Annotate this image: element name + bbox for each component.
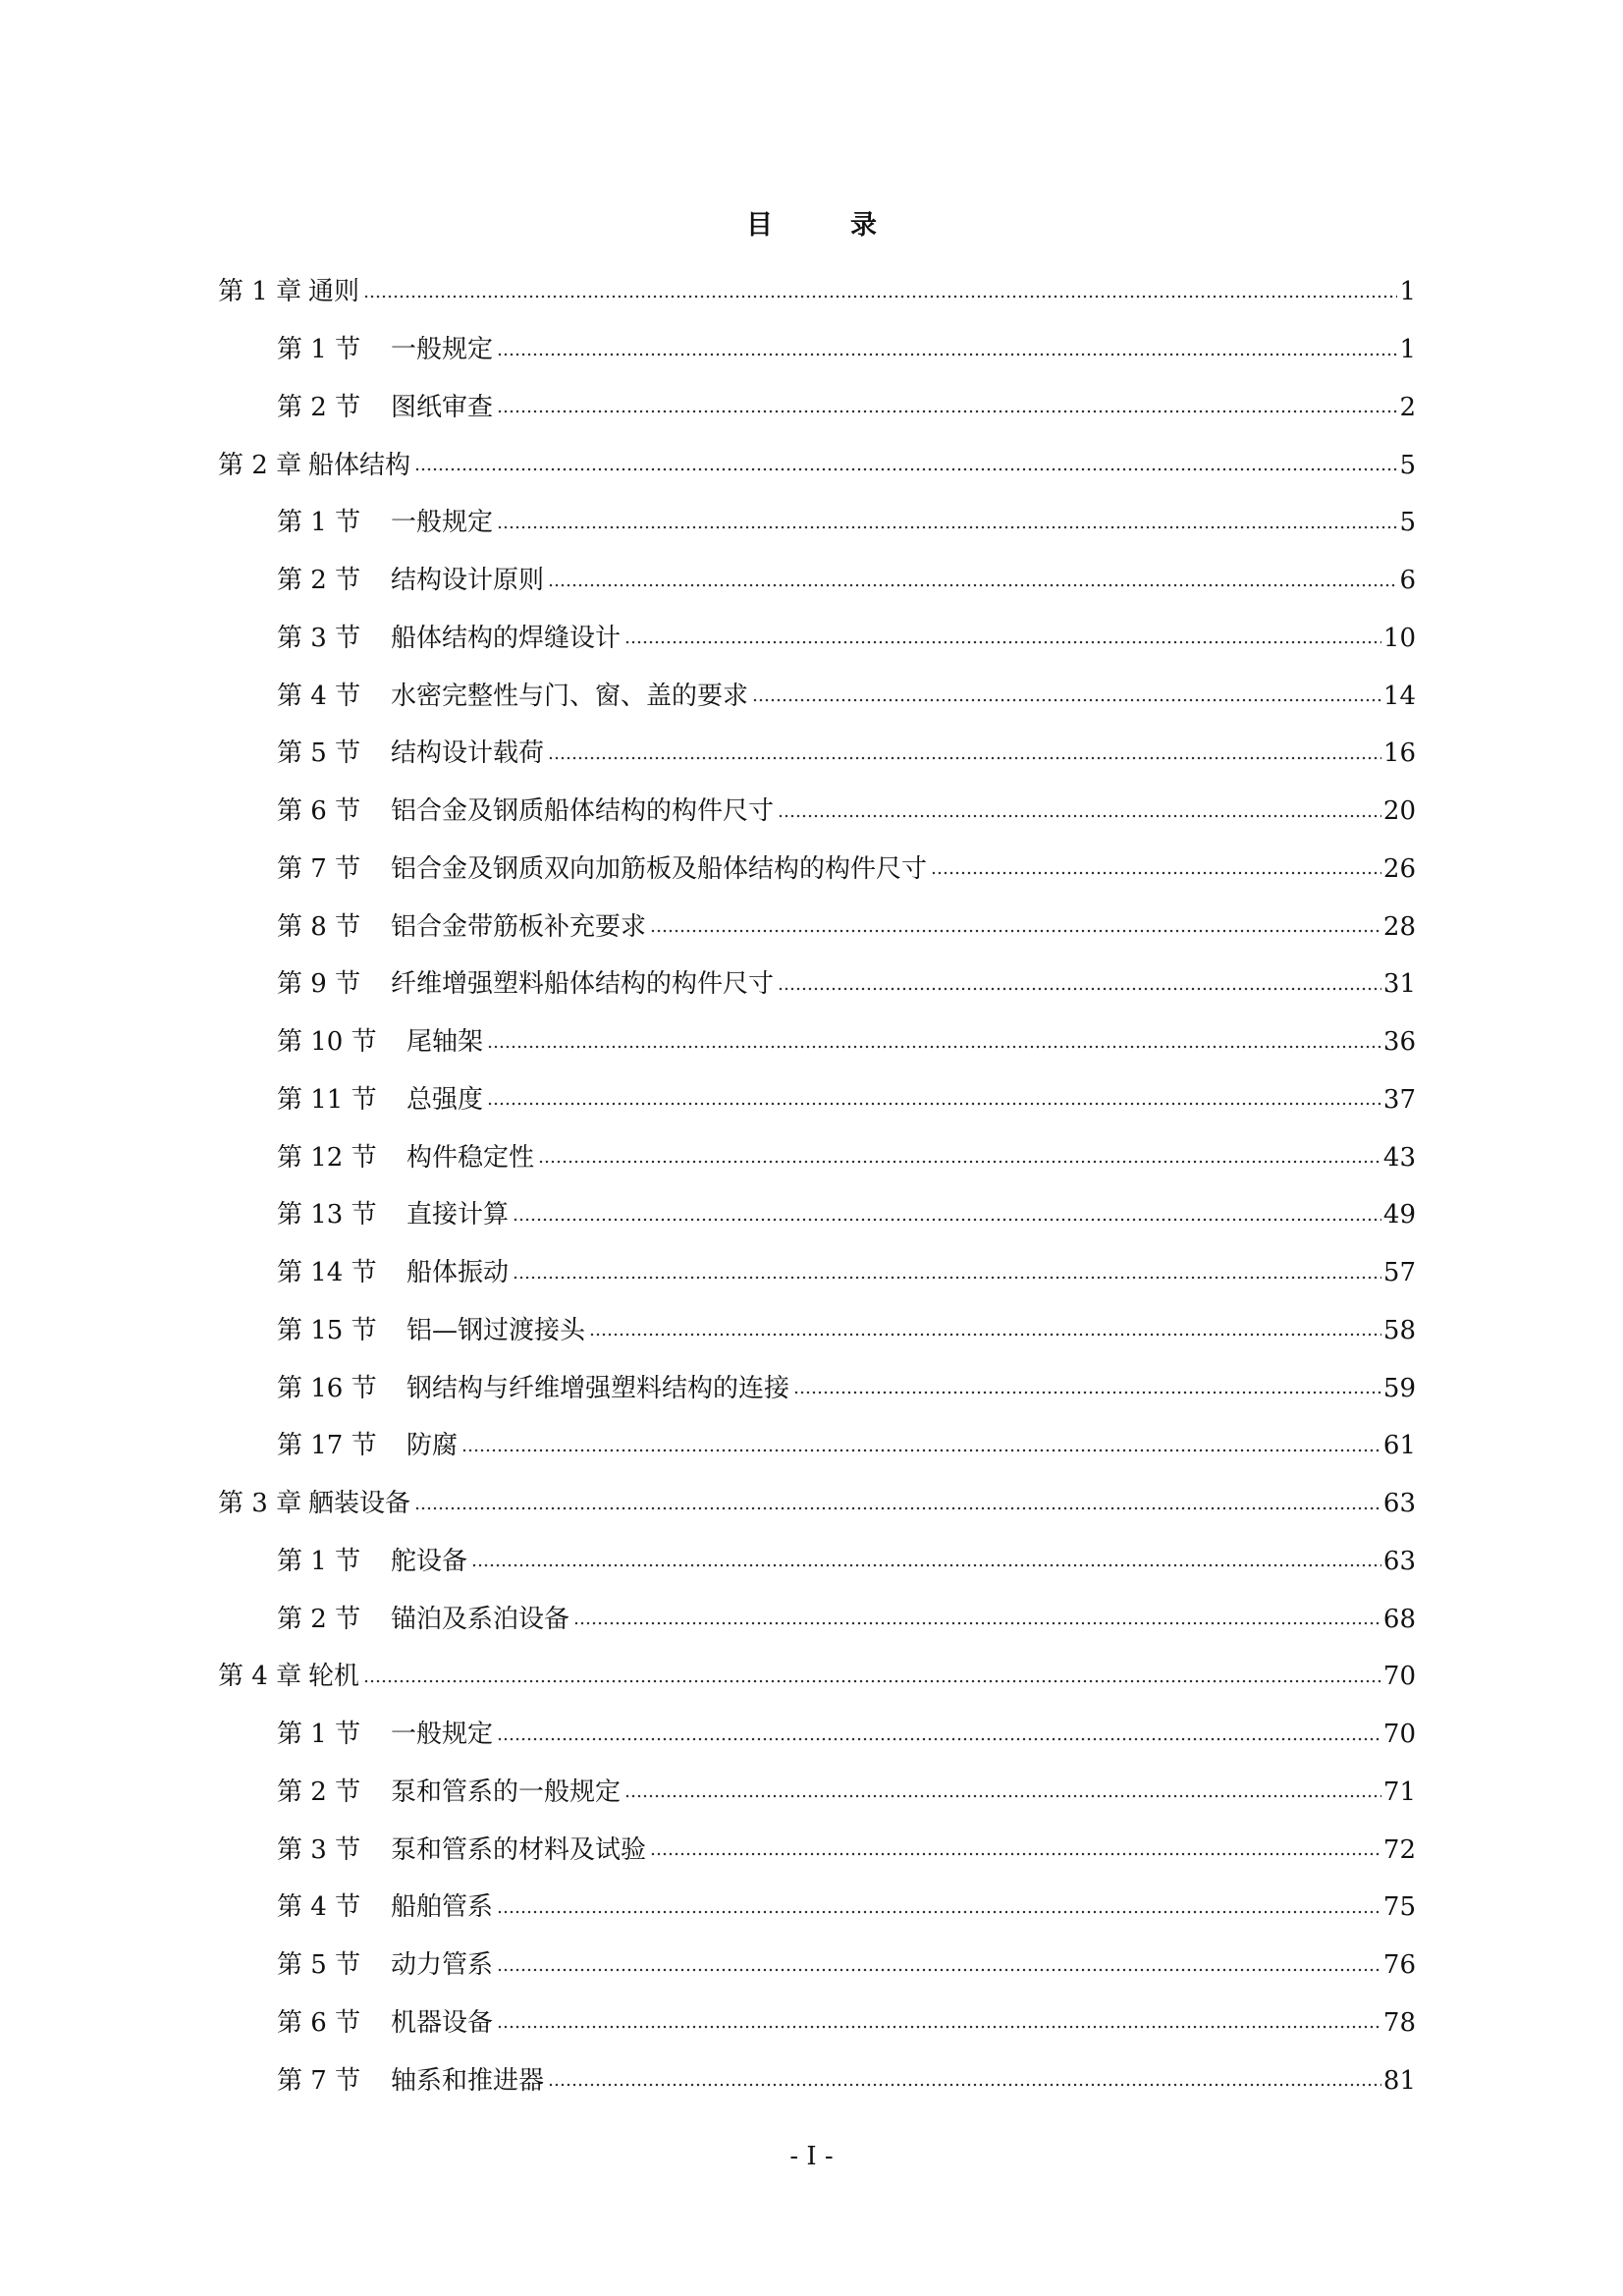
- toc-chapter-entry[interactable]: [218, 1648, 1416, 1706]
- dot-leader: [487, 1099, 1381, 1109]
- toc-entry-number: 第 10 节: [277, 1027, 377, 1058]
- toc-entry-number: 第 3 节: [277, 623, 361, 653]
- toc-section-entry[interactable]: [218, 379, 1416, 437]
- dot-leader: [497, 1734, 1381, 1744]
- toc-entry-title: 机器设备: [391, 2007, 494, 2038]
- toc-entry-label: [277, 1777, 621, 1808]
- dot-leader: [497, 407, 1397, 416]
- toc-entry-title: 水密完整性与门、窗、盖的要求: [391, 681, 749, 711]
- toc-entry-number: 第 4 节: [277, 1892, 361, 1923]
- toc-section-entry[interactable]: [218, 783, 1416, 841]
- toc-entry-label: [218, 1488, 410, 1519]
- toc-section-entry[interactable]: [218, 321, 1416, 379]
- dot-leader: [497, 1907, 1381, 1917]
- toc-section-entry[interactable]: [218, 667, 1416, 725]
- toc-chapter-entry[interactable]: [218, 263, 1416, 321]
- toc-entry-number: 第 2 节: [277, 1604, 361, 1634]
- toc-entry-label: [277, 1891, 493, 1923]
- toc-entry-page-number: 1: [1399, 335, 1416, 365]
- toc-entry-page-number: 36: [1382, 1027, 1416, 1058]
- dot-leader: [624, 1791, 1381, 1801]
- toc-section-entry[interactable]: [218, 1244, 1416, 1302]
- toc-entry-number: 第 7 节: [277, 2065, 361, 2096]
- toc-entry-page-number: 68: [1382, 1604, 1416, 1634]
- page-number-footer: - I -: [789, 2142, 834, 2171]
- toc-entry-page-number: 78: [1382, 2007, 1416, 2038]
- toc-entry-number: 第 16 节: [277, 1373, 377, 1403]
- toc-entry-number: 第 17 节: [277, 1431, 377, 1461]
- toc-entry-number: 第 14 节: [277, 1258, 377, 1288]
- toc-section-entry[interactable]: [218, 1302, 1416, 1360]
- toc-entry-number: 第 5 节: [277, 1950, 361, 1981]
- toc-entry-title: 船体振动: [406, 1258, 510, 1288]
- toc-entry-page-number: 5: [1399, 450, 1416, 480]
- dot-leader: [513, 1273, 1381, 1283]
- dot-leader: [573, 1618, 1381, 1628]
- toc-entry-label: [277, 1142, 534, 1174]
- toc-entry-label: [277, 1257, 509, 1288]
- dot-leader: [414, 465, 1397, 474]
- toc-entry-title: 船舶管系: [391, 1892, 494, 1923]
- dot-leader: [471, 1560, 1381, 1570]
- toc-entry-label: [277, 1719, 493, 1750]
- toc-entry-label: [277, 1315, 585, 1346]
- toc-entry-title: 一般规定: [391, 1720, 494, 1750]
- toc-section-entry[interactable]: [218, 552, 1416, 610]
- dot-leader: [589, 1330, 1381, 1339]
- toc-entry-page-number: 59: [1382, 1373, 1416, 1403]
- toc-entry-page-number: 20: [1382, 796, 1416, 827]
- toc-entry-page-number: 5: [1399, 508, 1416, 538]
- toc-entry-number: 第 4 节: [277, 681, 361, 711]
- toc-entry-label: [277, 911, 646, 943]
- toc-section-entry[interactable]: [218, 1186, 1416, 1244]
- toc-entry-title: 一般规定: [391, 508, 494, 538]
- toc-entry-page-number: 70: [1382, 1720, 1416, 1750]
- toc-entry-number: 第 6 节: [277, 796, 361, 827]
- toc-section-entry[interactable]: [218, 1879, 1416, 1937]
- dot-leader: [487, 1042, 1381, 1052]
- dot-leader: [778, 811, 1381, 821]
- toc-entry-page-number: 63: [1382, 1489, 1416, 1519]
- toc-entry-title: 锚泊及系泊设备: [391, 1604, 570, 1634]
- toc-entry-title: 防腐: [406, 1431, 459, 1461]
- toc-entry-label: [277, 853, 927, 885]
- toc-section-entry[interactable]: [218, 610, 1416, 668]
- toc-entry-number: 第 8 节: [277, 911, 361, 942]
- toc-entry-label: [218, 1661, 359, 1692]
- toc-entry-title: 轴系和推进器: [391, 2065, 545, 2096]
- toc-entry-title: 船体结构: [308, 450, 411, 480]
- toc-entry-page-number: 81: [1382, 2065, 1416, 2096]
- toc-entry-page-number: 6: [1399, 566, 1416, 596]
- toc-entry-label: [277, 334, 493, 365]
- toc-entry-number: 第 11 节: [277, 1084, 377, 1115]
- dot-leader: [414, 1503, 1381, 1513]
- dot-leader: [497, 350, 1397, 359]
- toc-entry-title: 一般规定: [391, 335, 494, 365]
- toc-entry-page-number: 2: [1399, 392, 1416, 422]
- toc-section-entry[interactable]: [218, 1706, 1416, 1764]
- toc-entry-title: 动力管系: [391, 1950, 494, 1981]
- toc-entry-page-number: 28: [1382, 911, 1416, 942]
- toc-section-entry[interactable]: [218, 956, 1416, 1013]
- toc-entry-title: 泵和管系的一般规定: [391, 1777, 622, 1807]
- toc-entry-label: [277, 1026, 483, 1058]
- dot-leader: [363, 292, 1397, 301]
- toc-section-entry[interactable]: [218, 1590, 1416, 1648]
- toc-entry-label: [277, 1604, 569, 1635]
- toc-entry-page-number: 16: [1382, 738, 1416, 769]
- toc-entry-title: 结构设计载荷: [391, 738, 545, 769]
- toc-entry-title: 构件稳定性: [406, 1142, 535, 1173]
- toc-section-entry[interactable]: [218, 494, 1416, 552]
- toc-entry-number: 第 13 节: [277, 1200, 377, 1230]
- dot-leader: [497, 1965, 1381, 1975]
- toc-entry-label: [277, 1373, 789, 1404]
- toc-entry-title: 结构设计原则: [391, 566, 545, 596]
- dot-leader: [650, 926, 1381, 936]
- toc-entry-label: [277, 1430, 458, 1461]
- dot-leader: [793, 1388, 1381, 1397]
- toc-entry-title: 铝—钢过渡接头: [406, 1315, 586, 1345]
- toc-entry-label: [277, 2007, 493, 2039]
- toc-entry-page-number: 31: [1382, 969, 1416, 1000]
- toc-section-entry[interactable]: [218, 1013, 1416, 1071]
- toc-entry-label: [277, 968, 774, 1000]
- toc-entry-page-number: 1: [1399, 277, 1416, 307]
- toc-entry-page-number: 63: [1382, 1546, 1416, 1576]
- toc-section-entry[interactable]: [218, 1417, 1416, 1475]
- toc-chapter-entry[interactable]: [218, 1475, 1416, 1533]
- toc-entry-number: 第 1 节: [277, 508, 361, 538]
- toc-entry-title: 纤维增强塑料船体结构的构件尺寸: [391, 969, 775, 1000]
- toc-entry-title: 泵和管系的材料及试验: [391, 1834, 647, 1865]
- dot-leader: [363, 1676, 1381, 1686]
- toc-entry-title: 钢结构与纤维增强塑料结构的连接: [406, 1373, 790, 1403]
- dot-leader: [548, 753, 1381, 763]
- toc-entry-page-number: 75: [1382, 1892, 1416, 1923]
- toc-section-entry[interactable]: [218, 1128, 1416, 1186]
- toc-entry-page-number: 61: [1382, 1431, 1416, 1461]
- dot-leader: [624, 637, 1381, 647]
- toc-entry-label: [277, 1949, 493, 1981]
- toc-entry-page-number: 14: [1382, 681, 1416, 711]
- toc-entry-number: 第 1 节: [277, 1720, 361, 1750]
- toc-entry-title: 轮机: [308, 1662, 360, 1692]
- toc-entry-title: 舾装设备: [308, 1489, 411, 1519]
- toc-entry-number: 第 2 章: [218, 450, 302, 480]
- toc-section-entry[interactable]: [218, 1995, 1416, 2052]
- dot-leader: [538, 1157, 1381, 1167]
- toc-entry-page-number: 57: [1382, 1258, 1416, 1288]
- toc-entry-label: [277, 2065, 544, 2097]
- toc-section-entry[interactable]: [218, 1821, 1416, 1879]
- toc-entry-label: [277, 565, 544, 596]
- dot-leader: [497, 2022, 1381, 2032]
- toc-entry-title: 铝合金带筋板补充要求: [391, 911, 647, 942]
- toc-entry-title: 舵设备: [391, 1546, 468, 1576]
- toc-entry-number: 第 1 章: [218, 277, 302, 307]
- toc-section-entry[interactable]: [218, 1359, 1416, 1417]
- toc-entry-title: 图纸审查: [391, 392, 494, 422]
- toc-entry-label: [277, 392, 493, 423]
- dot-leader: [513, 1215, 1381, 1225]
- toc-entry-number: 第 2 节: [277, 392, 361, 422]
- toc-entry-number: 第 7 节: [277, 853, 361, 884]
- toc-entry-number: 第 9 节: [277, 969, 361, 1000]
- dot-leader: [461, 1446, 1381, 1455]
- toc-section-entry[interactable]: [218, 2051, 1416, 2109]
- toc-entry-number: 第 6 节: [277, 2007, 361, 2038]
- toc-section-entry[interactable]: [218, 1071, 1416, 1129]
- toc-entry-label: [277, 623, 621, 654]
- toc-entry-number: 第 3 章: [218, 1489, 302, 1519]
- toc-entry-label: [277, 795, 774, 827]
- toc-entry-title: 直接计算: [406, 1200, 510, 1230]
- dot-leader: [650, 1849, 1381, 1859]
- toc-entry-label: [277, 507, 493, 538]
- dot-leader: [931, 868, 1381, 878]
- toc-entry-page-number: 26: [1382, 853, 1416, 884]
- toc-entry-label: [277, 1546, 467, 1577]
- toc-section-entry[interactable]: [218, 841, 1416, 899]
- toc-entry-page-number: 37: [1382, 1084, 1416, 1115]
- toc-entry-title: 总强度: [406, 1084, 484, 1115]
- toc-entry-number: 第 2 节: [277, 1777, 361, 1807]
- toc-entry-page-number: 49: [1382, 1200, 1416, 1230]
- toc-entry-page-number: 10: [1382, 623, 1416, 653]
- toc-section-entry[interactable]: [218, 1764, 1416, 1822]
- toc-entry-title: 通则: [308, 277, 360, 307]
- toc-entry-label: [277, 1084, 483, 1116]
- toc-section-entry[interactable]: [218, 725, 1416, 783]
- toc-entry-label: [218, 276, 359, 307]
- toc-entry-title: 尾轴架: [406, 1027, 484, 1058]
- toc-entry-page-number: 76: [1382, 1950, 1416, 1981]
- toc-entry-label: [277, 738, 544, 769]
- dot-leader: [548, 580, 1397, 590]
- toc-entry-label: [277, 681, 748, 712]
- toc-chapter-entry[interactable]: [218, 436, 1416, 494]
- toc-entry-label: [218, 450, 410, 481]
- toc-section-entry[interactable]: [218, 1533, 1416, 1591]
- toc-entry-page-number: 58: [1382, 1315, 1416, 1345]
- toc-entry-page-number: 43: [1382, 1142, 1416, 1173]
- toc-entry-number: 第 3 节: [277, 1834, 361, 1865]
- dot-leader: [778, 984, 1381, 994]
- toc-entry-title: 铝合金及钢质船体结构的构件尺寸: [391, 796, 775, 827]
- toc-entry-label: [277, 1834, 646, 1866]
- toc-section-entry[interactable]: [218, 1937, 1416, 1995]
- toc-entry-number: 第 1 节: [277, 1546, 361, 1576]
- dot-leader: [752, 695, 1381, 705]
- toc-entry-page-number: 71: [1382, 1777, 1416, 1807]
- table-of-contents: [218, 263, 1416, 2109]
- toc-entry-number: 第 1 节: [277, 335, 361, 365]
- toc-entry-number: 第 4 章: [218, 1662, 302, 1692]
- toc-entry-label: [277, 1199, 509, 1230]
- toc-section-entry[interactable]: [218, 898, 1416, 956]
- toc-entry-number: 第 2 节: [277, 566, 361, 596]
- toc-entry-number: 第 12 节: [277, 1142, 377, 1173]
- toc-entry-number: 第 5 节: [277, 738, 361, 769]
- toc-entry-page-number: 70: [1382, 1662, 1416, 1692]
- dot-leader: [497, 522, 1397, 532]
- toc-entry-number: 第 15 节: [277, 1315, 377, 1345]
- toc-entry-page-number: 72: [1382, 1834, 1416, 1865]
- page-title: 目 录: [746, 210, 902, 241]
- dot-leader: [548, 2080, 1381, 2090]
- toc-entry-title: 铝合金及钢质双向加筋板及船体结构的构件尺寸: [391, 853, 928, 884]
- toc-entry-title: 船体结构的焊缝设计: [391, 623, 622, 653]
